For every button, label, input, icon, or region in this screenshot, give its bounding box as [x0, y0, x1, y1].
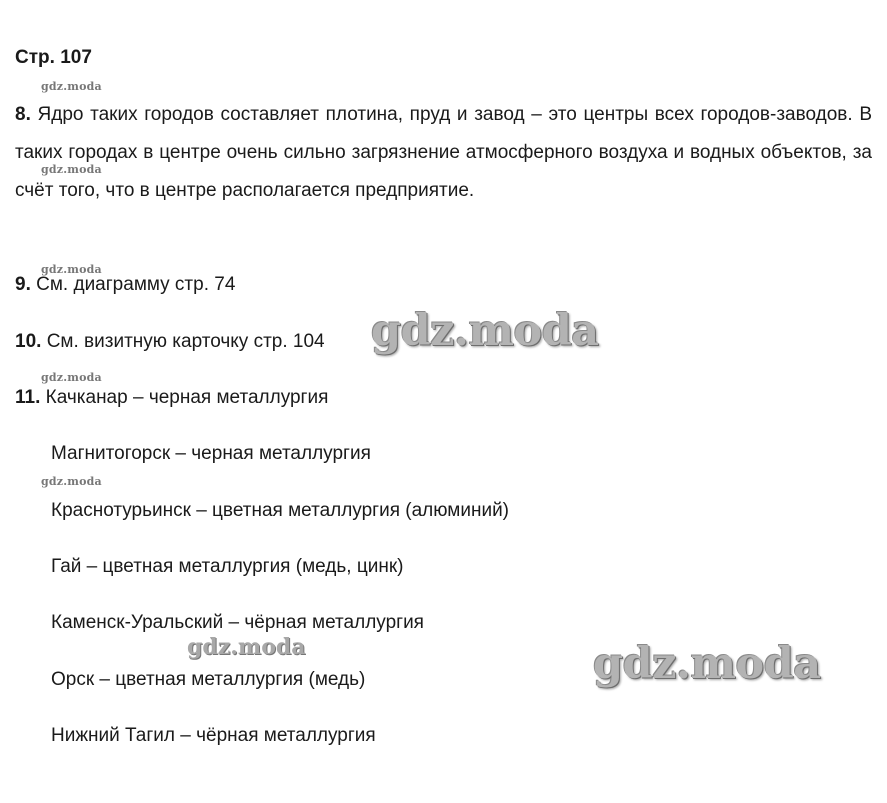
city-list-item: Краснотурьинск – цветная металлургия (алюминий): [51, 500, 510, 521]
answer-8: [15, 96, 872, 210]
watermark-small: gdz.moda: [41, 371, 102, 384]
city-list-item: Магнитогорск – черная металлургия: [51, 443, 371, 464]
answer-10: [15, 330, 325, 354]
city-list-item: Орск – цветная металлургия (медь): [51, 669, 366, 690]
answer-text: Качканар – черная металлургия: [45, 387, 329, 408]
answer-number: 11.: [15, 387, 41, 408]
answer-number: 9.: [15, 274, 31, 295]
watermark-small: gdz.moda: [41, 263, 102, 276]
city-list-item: Нижний Тагил – чёрная металлургия: [51, 725, 376, 746]
watermark-small: gdz.moda: [41, 80, 102, 93]
watermark-medium: gdz.moda: [187, 634, 306, 660]
answer-text: См. диаграмму стр. 74: [36, 274, 236, 295]
watermark-small: gdz.moda: [41, 475, 102, 488]
city-list-item: Гай – цветная металлургия (медь, цинк): [51, 556, 404, 577]
city-list-item: Каменск-Уральский – чёрная металлургия: [51, 612, 424, 633]
answer-text: См. визитную карточку стр. 104: [46, 331, 325, 352]
watermark-large: gdz.moda: [371, 306, 599, 356]
watermark-large: gdz.moda: [593, 639, 821, 689]
answer-number: 8.: [15, 104, 31, 125]
page-heading: Стр. 107: [15, 47, 92, 68]
answer-9: [15, 273, 235, 297]
watermark-small: gdz.moda: [41, 163, 102, 176]
answer-number: 10.: [15, 331, 42, 352]
answer-11: [15, 386, 328, 410]
answer-text: Ядро таких городов составляет плотина, пруд и завод – это центры всех городов-заводов. В таких городах в центре очень сильно загрязнение атмосферного воздуха и водных объектов, за счёт того, что в центре располагается предприятие.: [15, 104, 873, 201]
